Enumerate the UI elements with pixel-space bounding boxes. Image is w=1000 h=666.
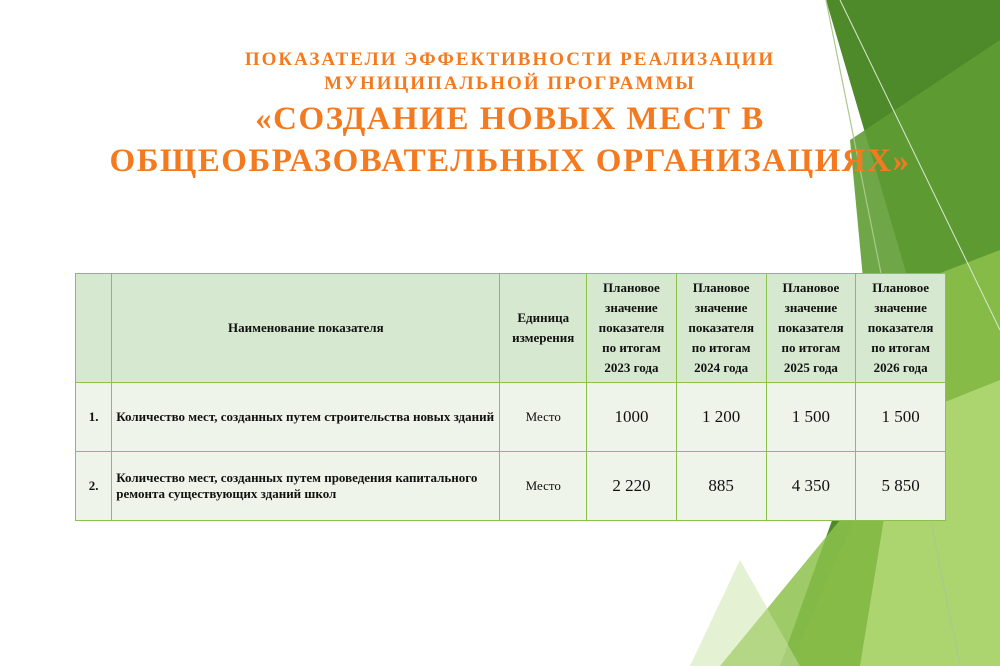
indicators-table (75, 273, 946, 521)
header-2026: Плановое значение показателя по итогам 2026 года (856, 274, 946, 383)
value-2023: 2 220 (587, 452, 677, 521)
title-line-2: МУНИЦИПАЛЬНОЙ ПРОГРАММЫ (324, 73, 696, 94)
header-name: Наименование показателя (112, 274, 500, 383)
header-2023: Плановое значение показателя по итогам 2023 года (587, 274, 677, 383)
value-2026: 1 500 (856, 383, 946, 452)
slide-title (40, 48, 980, 182)
row-number: 2. (76, 452, 112, 521)
indicator-name: Количество мест, созданных путем строительства новых зданий (112, 383, 500, 452)
value-2026: 5 850 (856, 452, 946, 521)
row-number: 1. (76, 383, 112, 452)
value-2024: 885 (676, 452, 766, 521)
unit-cell: Место (500, 383, 587, 452)
table-row (76, 452, 946, 521)
title-line-3: «СОЗДАНИЕ НОВЫХ МЕСТ В (255, 101, 765, 137)
header-2024: Плановое значение показателя по итогам 2024 года (676, 274, 766, 383)
value-2025: 4 350 (766, 452, 856, 521)
value-2025: 1 500 (766, 383, 856, 452)
header-2025: Плановое значение показателя по итогам 2025 года (766, 274, 856, 383)
value-2024: 1 200 (676, 383, 766, 452)
value-2023: 1000 (587, 383, 677, 452)
table-header-row (76, 274, 946, 383)
title-line-1: ПОКАЗАТЕЛИ ЭФФЕКТИВНОСТИ РЕАЛИЗАЦИИ (244, 49, 776, 70)
header-unit: Единица измерения (500, 274, 587, 383)
indicator-name: Количество мест, созданных путем проведения капитального ремонта существующих зданий школ (112, 452, 500, 521)
title-line-4: ОБЩЕОБРАЗОВАТЕЛЬНЫХ ОРГАНИЗАЦИЯХ» (109, 143, 911, 179)
header-num (76, 274, 112, 383)
unit-cell: Место (500, 452, 587, 521)
table-row (76, 383, 946, 452)
